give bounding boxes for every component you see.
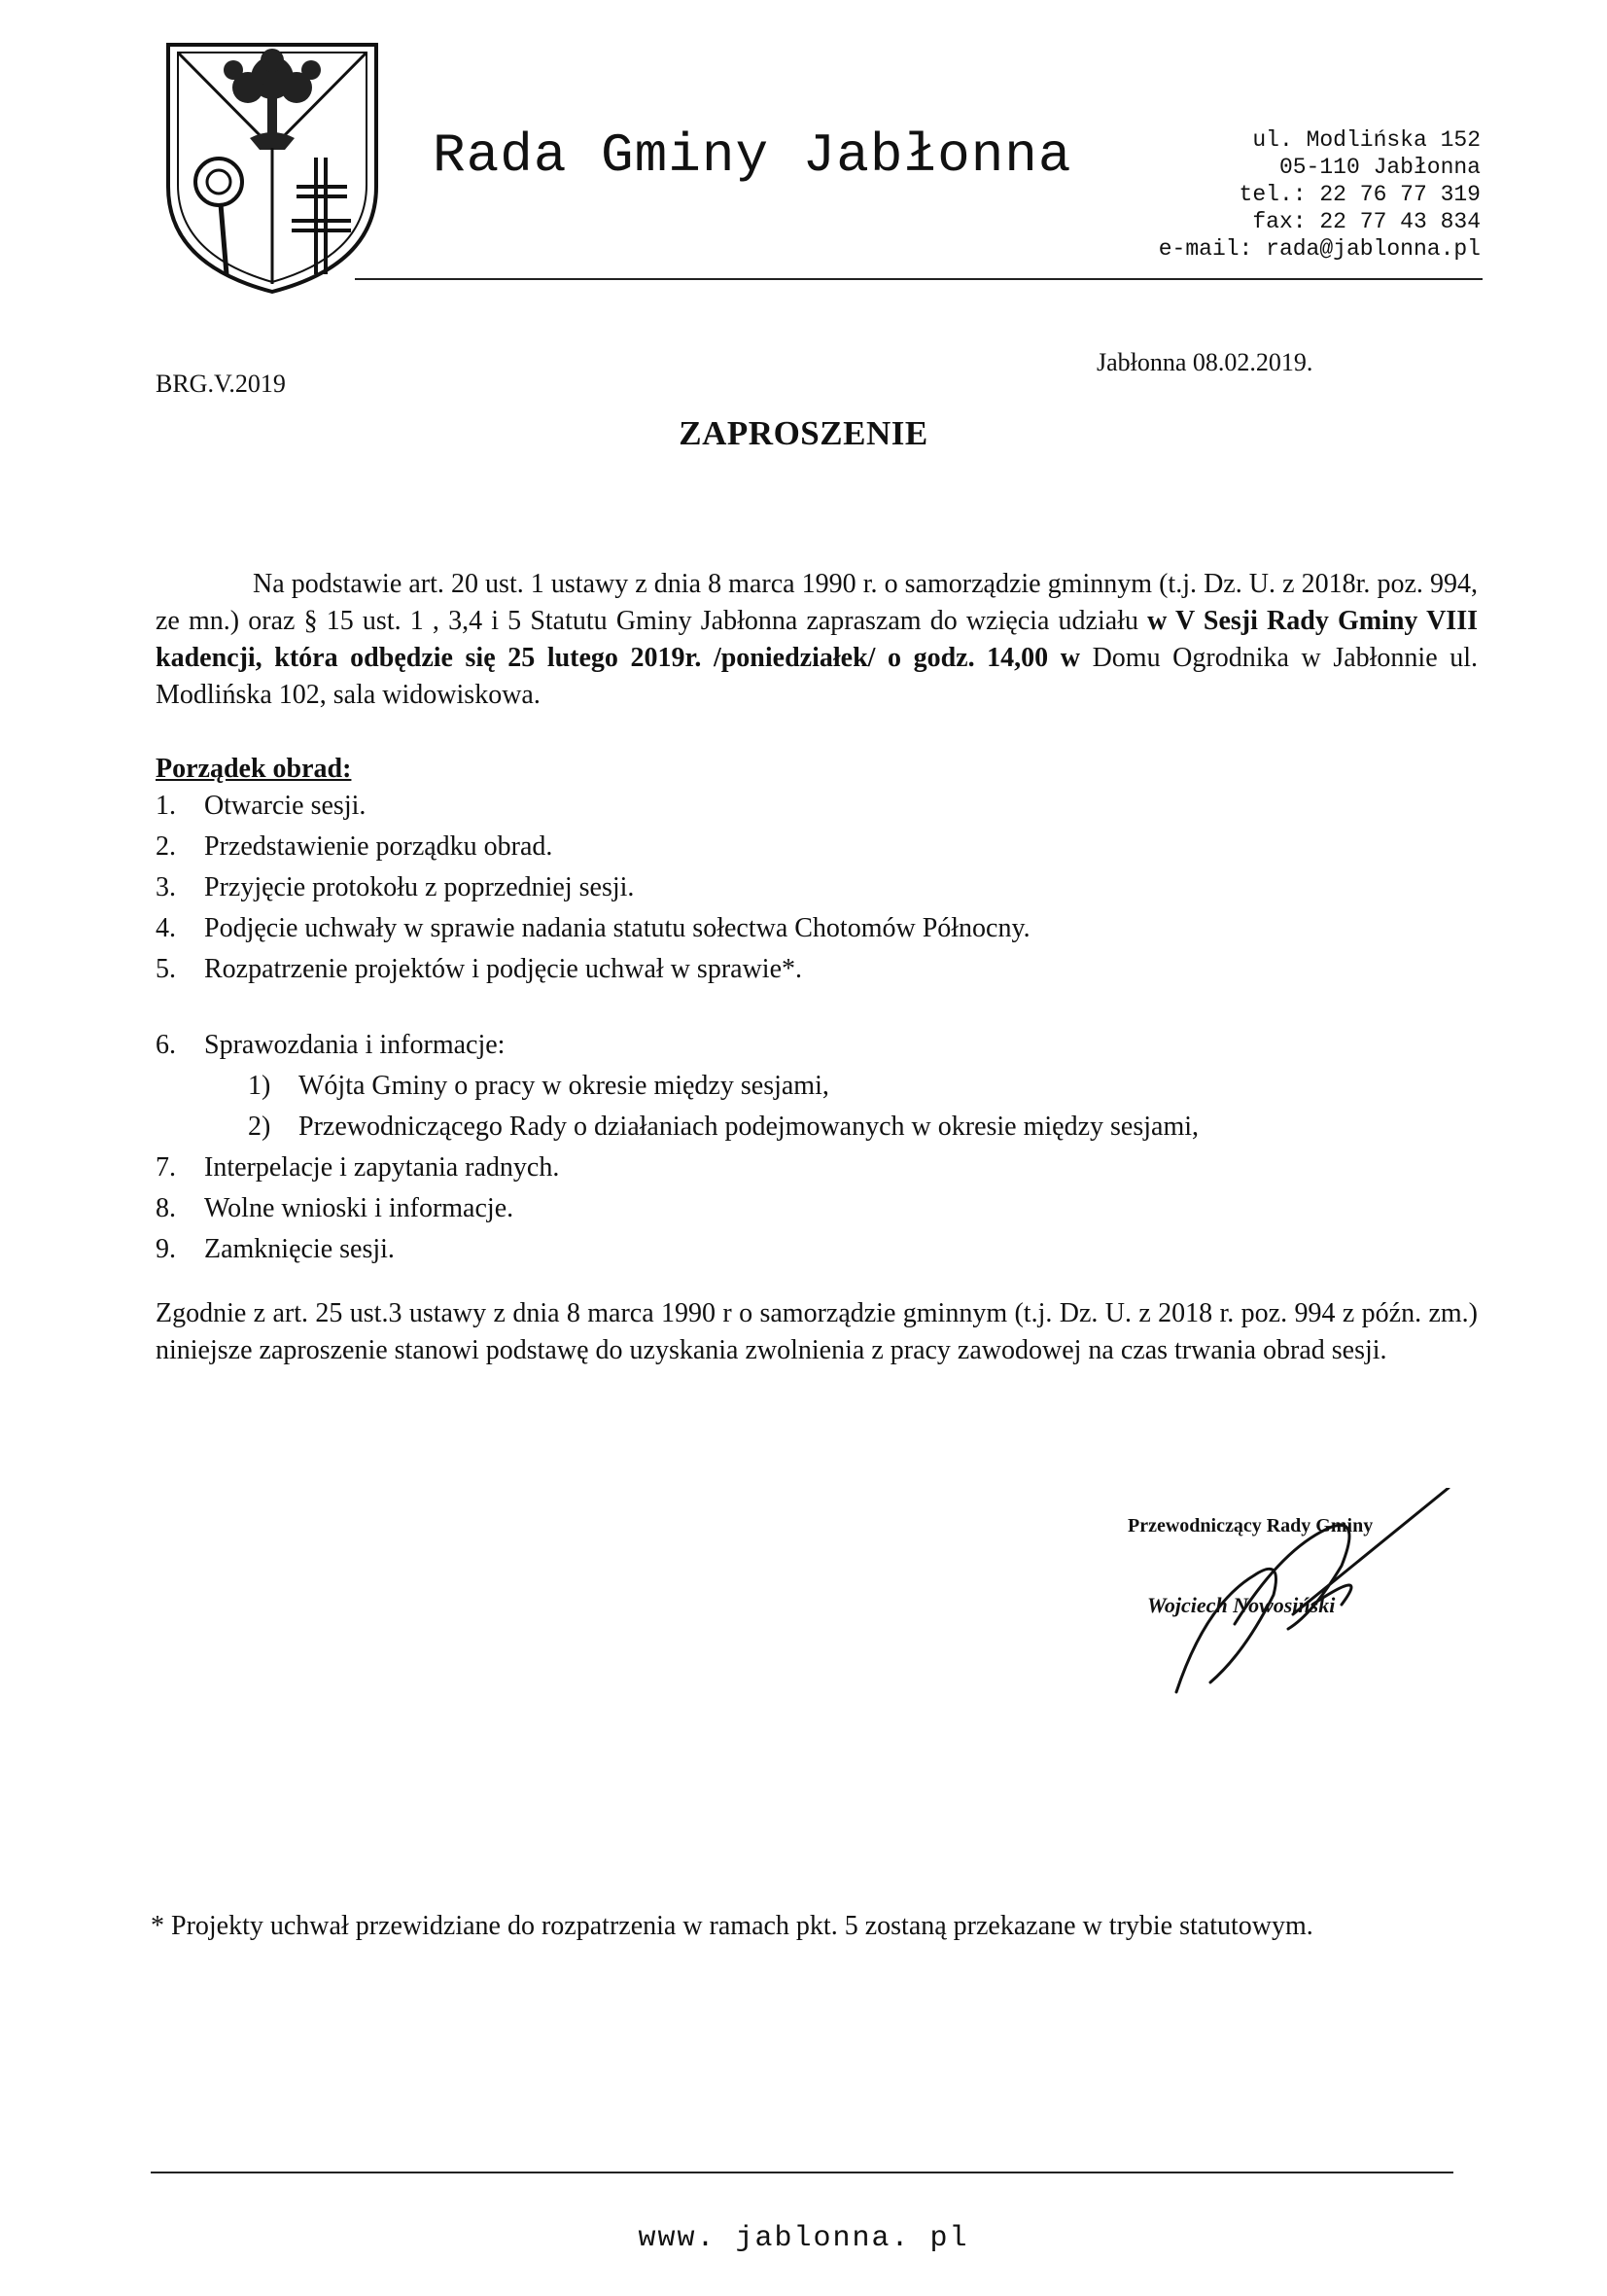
agenda-heading: Porządek obrad:	[156, 754, 352, 784]
document-title: ZAPROSZENIE	[679, 414, 928, 452]
stamp-line1: Przewodniczący Rady Gminy	[1128, 1515, 1374, 1537]
coat-of-arms-icon	[160, 41, 384, 296]
list-item: 4. Podjęcie uchwały w sprawie nadania statutu sołectwa Chotomów Północny.	[156, 913, 1031, 943]
agenda-list-a	[156, 786, 1031, 990]
list-subitem: 2) Przewodniczącego Rady o działaniach podejmowanych w okresie między sesjami,	[248, 1112, 1200, 1142]
list-subitem: 1) Wójta Gminy o pracy w okresie między sesjami,	[248, 1071, 829, 1101]
list-item: 5. Rozpatrzenie projektów i podjęcie uchwał w sprawie*.	[156, 954, 803, 984]
agenda-list-b	[156, 1148, 559, 1270]
list-item: 8. Wolne wnioski i informacje.	[156, 1193, 514, 1223]
list-item: 3. Przyjęcie protokołu z poprzedniej sesji.	[156, 872, 635, 902]
contact-block	[1159, 126, 1481, 263]
signature-stamp	[1118, 1488, 1507, 1721]
address-line2: 05-110 Jabłonna	[1278, 155, 1481, 180]
agenda-item-6	[156, 1025, 505, 1066]
footnote: * Projekty uchwał przewidziane do rozpatrzenia w ramach pkt. 5 zostaną przekazane w trybie statutowym.	[151, 1911, 1313, 1941]
place-date: Jabłonna 08.02.2019.	[1097, 348, 1313, 376]
closing-paragraph: Zgodnie z art. 25 ust.3 ustawy z dnia 8 marca 1990 r o samorządzie gminnym (t.j. Dz. U. z 2018 r. poz. 994 z późn. zm.) niniejsze zaproszenie stanowi podstawę do uzyskania zwolnienia z pracy zawodowej na czas trwania obrad sesji.	[156, 1298, 1478, 1365]
address-line1: ul. Modlińska 152	[1252, 127, 1481, 153]
fax: fax: 22 77 43 834	[1252, 209, 1481, 234]
agenda-sublist	[248, 1066, 1199, 1148]
list-item: 9. Zamknięcie sesji.	[156, 1234, 395, 1264]
intro-paragraph	[156, 566, 1478, 714]
header-divider	[355, 278, 1483, 280]
footer-website: www. jablonna. pl	[638, 2222, 969, 2255]
email: e-mail: rada@jablonna.pl	[1158, 236, 1481, 262]
reference-number: BRG.V.2019	[156, 370, 286, 398]
list-item: 1. Otwarcie sesji.	[156, 791, 367, 821]
footer-divider	[151, 2172, 1453, 2173]
intro-text-end: Domu Ogrodnika w Jabłonnie ul. Modlińska 102, sala widowiskowa.	[156, 643, 1478, 710]
list-item: 2. Przedstawienie porządku obrad.	[156, 831, 553, 862]
phone: tel.: 22 76 77 319	[1239, 182, 1481, 207]
list-item: 7. Interpelacje i zapytania radnych.	[156, 1152, 560, 1183]
intro-bold-text: w V Sesji Rady Gminy VIII kadencji, która odbędzie się 25 lutego 2019r. /poniedziałek/ o godz. 14,00 w	[156, 606, 1478, 673]
stamp-line2: Wojciech Nowosiński	[1147, 1593, 1336, 1617]
org-name: Rada Gminy Jabłonna	[433, 124, 1072, 187]
list-item: 6. Sprawozdania i informacje:	[156, 1030, 506, 1060]
intro-text: Na podstawie art. 20 ust. 1 ustawy z dnia 8 marca 1990 r. o samorządzie gminnym (t.j. Dz. U. z 2018r. poz. 994, ze mn.) oraz § 15 ust. 1 , 3,4 i 5 Statutu Gminy Jabłonna zapraszam do wzięcia udziału	[156, 569, 1478, 636]
